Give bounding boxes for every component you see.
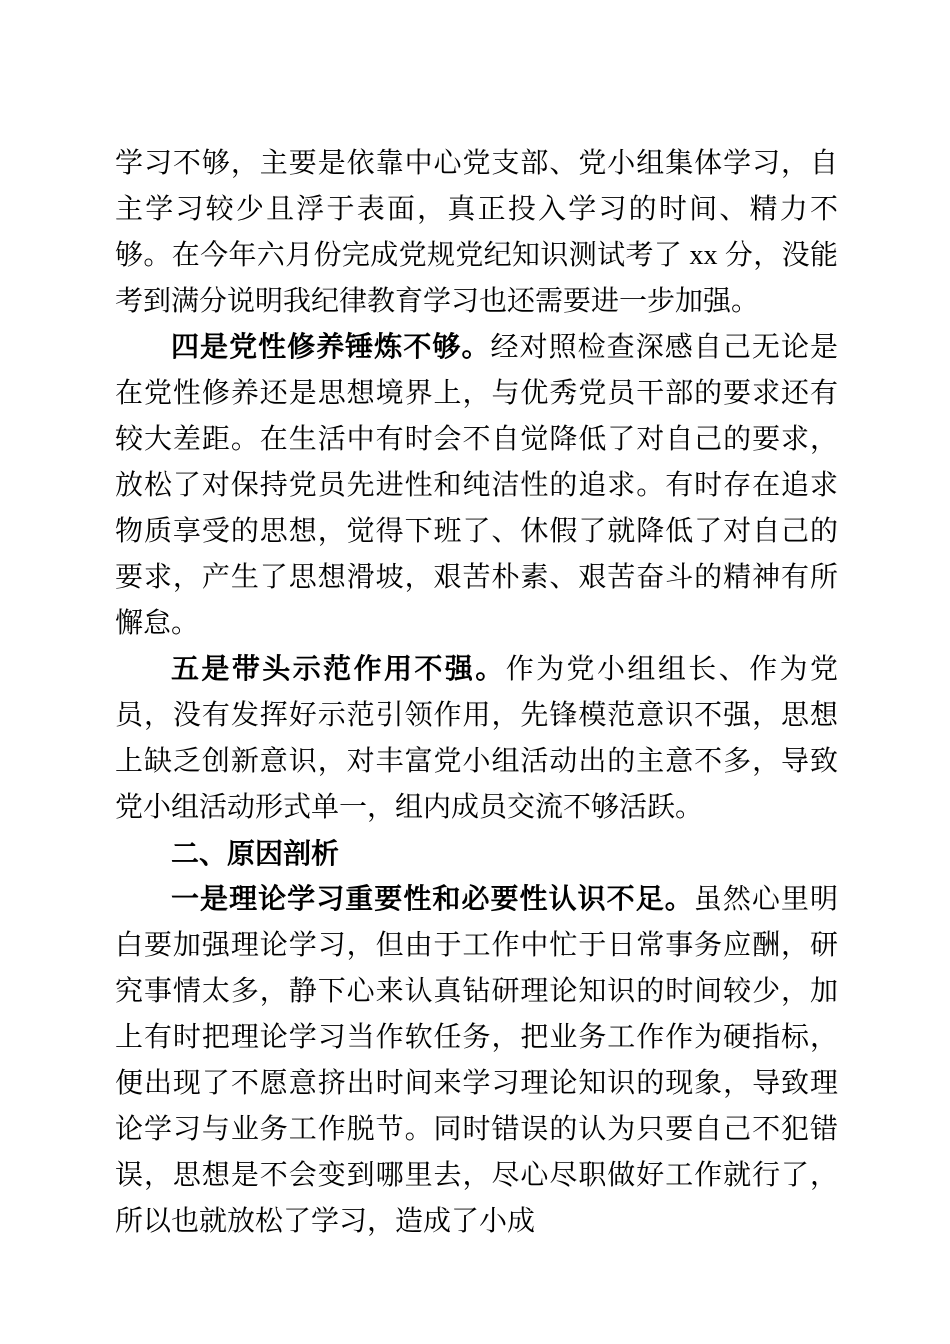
section-heading-cause-analysis: 二、原因剖析 bbox=[171, 838, 340, 869]
paragraph-text: 学习不够，主要是依靠中心党支部、党小组集体学习，自主学习较少且浮于表面，真正投入学习的时间、精力不够。在今年六月份完成党规党纪知识测试考了 xx 分，没能考到满分说明我纪律教育学习也还需要进一步加强。 bbox=[115, 148, 838, 317]
paragraph-text: 作为党小组组长、作为党员，没有发挥好示范引领作用，先锋模范意识不强，思想上缺乏创新意识，对丰富党小组活动出的主意不多，导致党小组活动形式单一，组内成员交流不够活跃。 bbox=[115, 654, 838, 823]
paragraph-lead-role bbox=[115, 647, 838, 831]
paragraph-lead: 一是理论学习重要性和必要性认识不足。 bbox=[171, 884, 694, 915]
paragraph-text: 虽然心里明白要加强理论学习，但由于工作中忙于日常事务应酬，研究事情太多，静下心来认真钻研理论知识的时间较少，加上有时把理论学习当作软任务，把业务工作作为硬指标，便出现了不愿意挤出时间来学习理论知识的现象，导致理论学习与业务工作脱节。同时错误的认为只要自己不犯错误，思想是不会变到哪里去，尽心尽职做好工作就行了，所以也就放松了学习，造成了小成 bbox=[115, 884, 838, 1237]
paragraph-party-spirit bbox=[115, 325, 838, 647]
paragraph-lead: 五是带头示范作用不强。 bbox=[171, 654, 506, 685]
paragraph-text: 经对照检查深感自己无论是在党性修养还是思想境界上，与优秀党员干部的要求还有较大差距。在生活中有时会不自觉降低了对自己的要求，放松了对保持党员先进性和纯洁性的追求。有时存在追求物质享受的思想，觉得下班了、休假了就降低了对自己的要求，产生了思想滑坡，艰苦朴素、艰苦奋斗的精神有所懈怠。 bbox=[115, 332, 838, 639]
paragraph-discipline-study-continuation bbox=[115, 141, 838, 325]
paragraph-theory-study bbox=[115, 877, 838, 1245]
paragraph-lead: 四是党性修养锤炼不够。 bbox=[171, 332, 491, 363]
document-body bbox=[115, 141, 838, 1245]
